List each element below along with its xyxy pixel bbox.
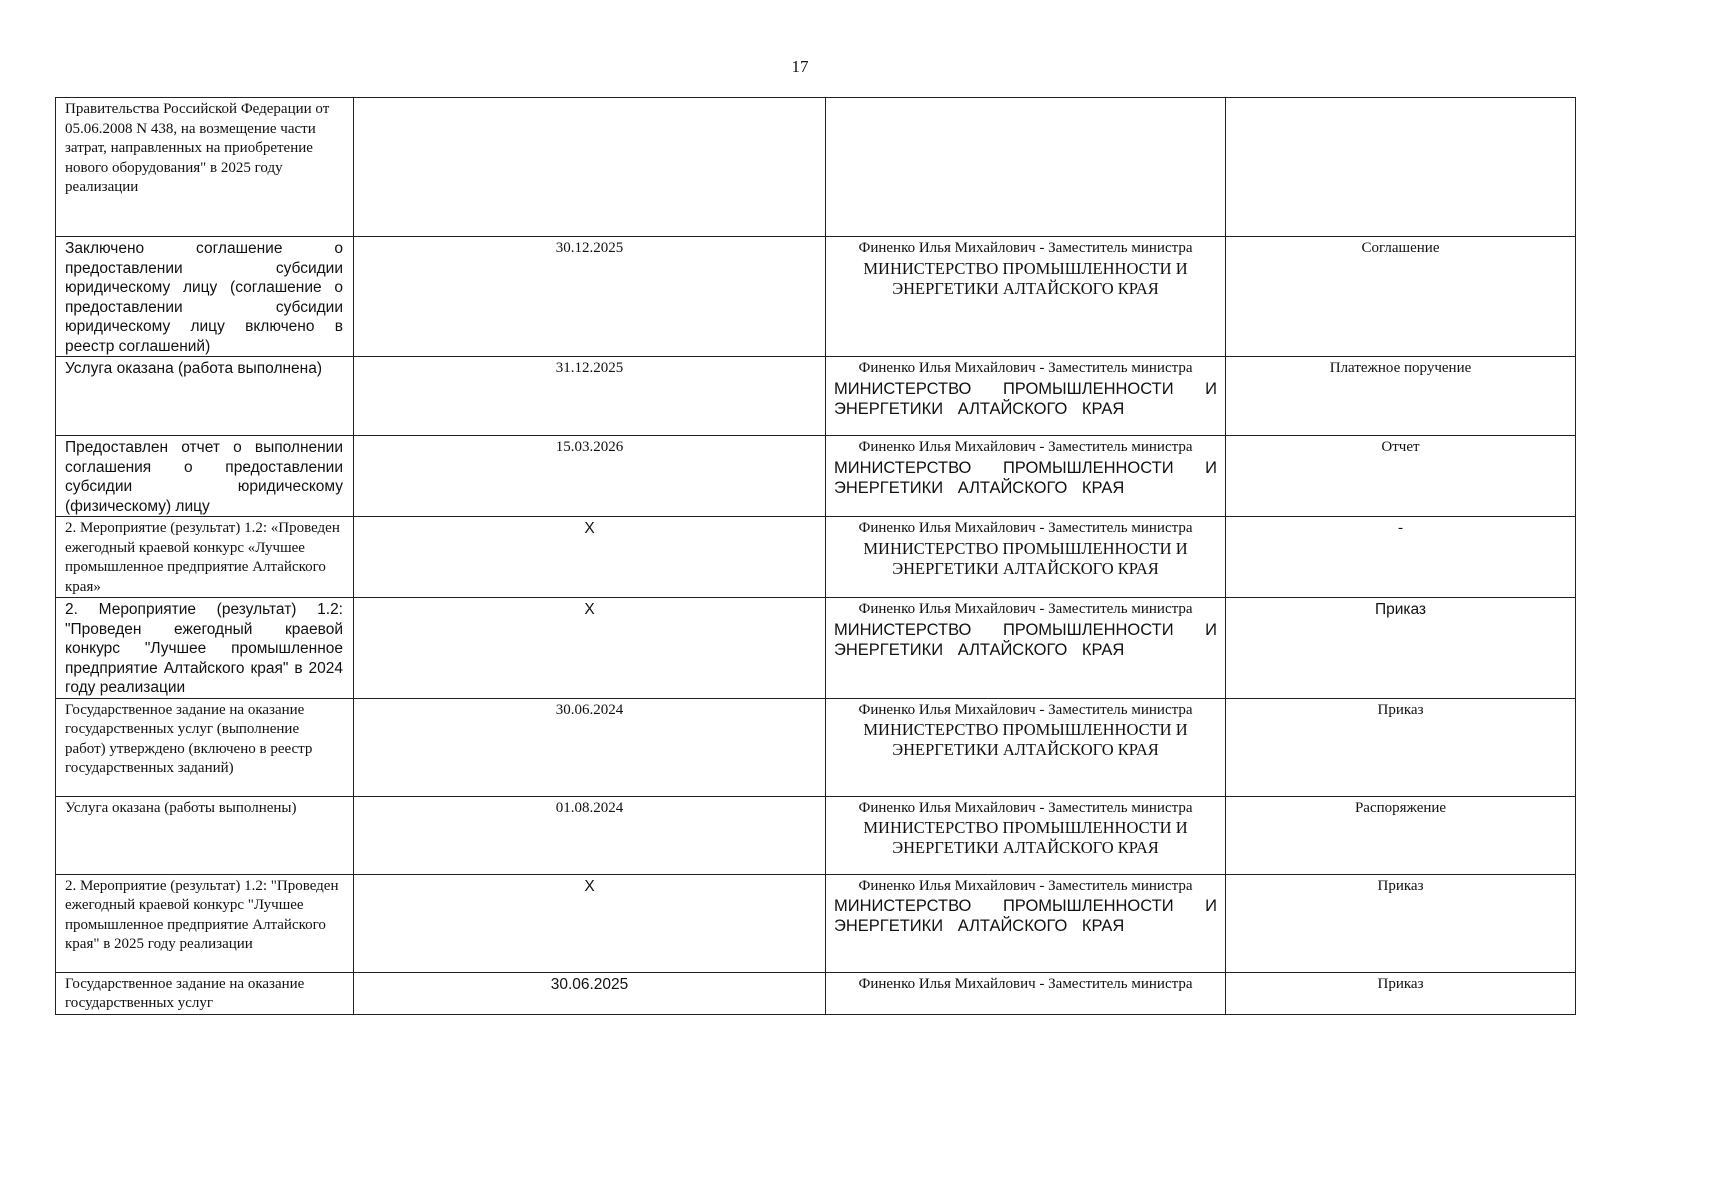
table-row [56,98,1576,237]
document-cell: Приказ [1226,598,1576,699]
responsible-cell [826,517,1226,598]
event-name-cell: 2. Мероприятие (результат) 1.2: "Проведен ежегодный краевой конкурс "Лучшее промышленное предприятие Алтайского края" в 2025 году реализации [56,874,354,972]
document-cell: Приказ [1226,972,1576,1014]
responsible-person: Финенко Илья Михайлович - Заместитель министра [858,877,1193,894]
responsible-cell [826,796,1226,874]
table-row [56,237,1576,357]
table-row [56,357,1576,436]
document-cell: Приказ [1226,874,1576,972]
date-cell: 15.03.2026 [354,436,826,517]
responsible-cell [826,874,1226,972]
responsible-person: Финенко Илья Михайлович - Заместитель министра [858,601,1193,617]
event-name-cell: Заключено соглашение о предоставлении субсидии юридическому лицу (соглашение о предоставлении субсидии юридическому лицу включено в реестр соглашений) [56,237,354,357]
responsible-org: МИНИСТЕРСТВО ПРОМЫШЛЕННОСТИ И ЭНЕРГЕТИКИ АЛТАЙСКОГО КРАЯ [863,538,1188,578]
event-name-cell: 2. Мероприятие (результат) 1.2: «Проведен ежегодный краевой конкурс «Лучшее промышленное предприятие Алтайского края» [56,517,354,598]
date-cell: 31.12.2025 [354,357,826,436]
responsible-person: Финенко Илья Михайлович - Заместитель министра [858,240,1193,256]
responsible-person: Финенко Илья Михайлович - Заместитель министра [858,799,1193,816]
document-cell: Отчет [1226,436,1576,517]
responsible-cell [826,698,1226,796]
responsible-org: МИНИСТЕРСТВО ПРОМЫШЛЕННОСТИ И ЭНЕРГЕТИКИ АЛТАЙСКОГО КРАЯ [863,818,1188,857]
responsible-person: Финенко Илья Михайлович - Заместитель министра [858,439,1193,455]
responsible-cell [826,972,1226,1014]
document-cell: Распоряжение [1226,796,1576,874]
table-row [56,796,1576,874]
date-cell: 30.06.2025 [354,972,826,1014]
table-row [56,698,1576,796]
responsible-cell [826,598,1226,699]
event-name-cell: Предоставлен отчет о выполнении соглашения о предоставлении субсидии юридическому (физическому) лицу [56,436,354,517]
responsible-cell [826,98,1226,237]
responsible-person: Финенко Илья Михайлович - Заместитель министра [858,701,1193,718]
table-row [56,517,1576,598]
date-cell: 30.06.2024 [354,698,826,796]
date-cell: 30.12.2025 [354,237,826,357]
event-name-cell: Государственное задание на оказание государственных услуг [56,972,354,1014]
responsible-org: МИНИСТЕРСТВО ПРОМЫШЛЕННОСТИ И ЭНЕРГЕТИКИ АЛТАЙСКОГО КРАЯ [863,258,1188,298]
date-cell: 01.08.2024 [354,796,826,874]
document-cell [1226,98,1576,237]
table-row [56,598,1576,699]
document-cell: Платежное поручение [1226,357,1576,436]
plan-table [55,97,1576,1015]
date-cell: Х [354,598,826,699]
responsible-org: МИНИСТЕРСТВО ПРОМЫШЛЕННОСТИ И ЭНЕРГЕТИКИ АЛТАЙСКОГО КРАЯ [834,458,1217,497]
date-cell: Х [354,517,826,598]
event-name-cell: 2. Мероприятие (результат) 1.2: "Проведен ежегодный краевой конкурс "Лучшее промышленное предприятие Алтайского края" в 2024 году реализации [56,598,354,699]
responsible-person: Финенко Илья Михайлович - Заместитель министра [858,360,1193,376]
responsible-person: Финенко Илья Михайлович - Заместитель министра [858,975,1193,992]
document-cell: Соглашение [1226,237,1576,357]
table-row [56,874,1576,972]
responsible-org: МИНИСТЕРСТВО ПРОМЫШЛЕННОСТИ И ЭНЕРГЕТИКИ АЛТАЙСКОГО КРАЯ [834,897,1217,935]
responsible-org: МИНИСТЕРСТВО ПРОМЫШЛЕННОСТИ И ЭНЕРГЕТИКИ АЛТАЙСКОГО КРАЯ [834,379,1217,418]
document-cell: Приказ [1226,698,1576,796]
responsible-org: МИНИСТЕРСТВО ПРОМЫШЛЕННОСТИ И ЭНЕРГЕТИКИ АЛТАЙСКОГО КРАЯ [863,720,1188,759]
responsible-cell [826,436,1226,517]
table-row [56,436,1576,517]
date-cell [354,98,826,237]
event-name-cell: Государственное задание на оказание государственных услуг (выполнение работ) утверждено (включено в реестр государственных заданий) [56,698,354,796]
event-name-cell: Услуга оказана (работа выполнена) [56,357,354,436]
event-name-cell: Правительства Российской Федерации от 05.06.2008 N 438, на возмещение части затрат, направленных на приобретение нового оборудования" в 2025 году реализации [56,98,354,237]
event-name-cell: Услуга оказана (работы выполнены) [56,796,354,874]
responsible-org: МИНИСТЕРСТВО ПРОМЫШЛЕННОСТИ И ЭНЕРГЕТИКИ АЛТАЙСКОГО КРАЯ [834,620,1217,659]
date-cell: Х [354,874,826,972]
document-cell: - [1226,517,1576,598]
responsible-person: Финенко Илья Михайлович - Заместитель министра [858,520,1193,536]
responsible-cell [826,237,1226,357]
responsible-cell [826,357,1226,436]
table-row [56,972,1576,1014]
page-number: 17 [791,57,809,76]
